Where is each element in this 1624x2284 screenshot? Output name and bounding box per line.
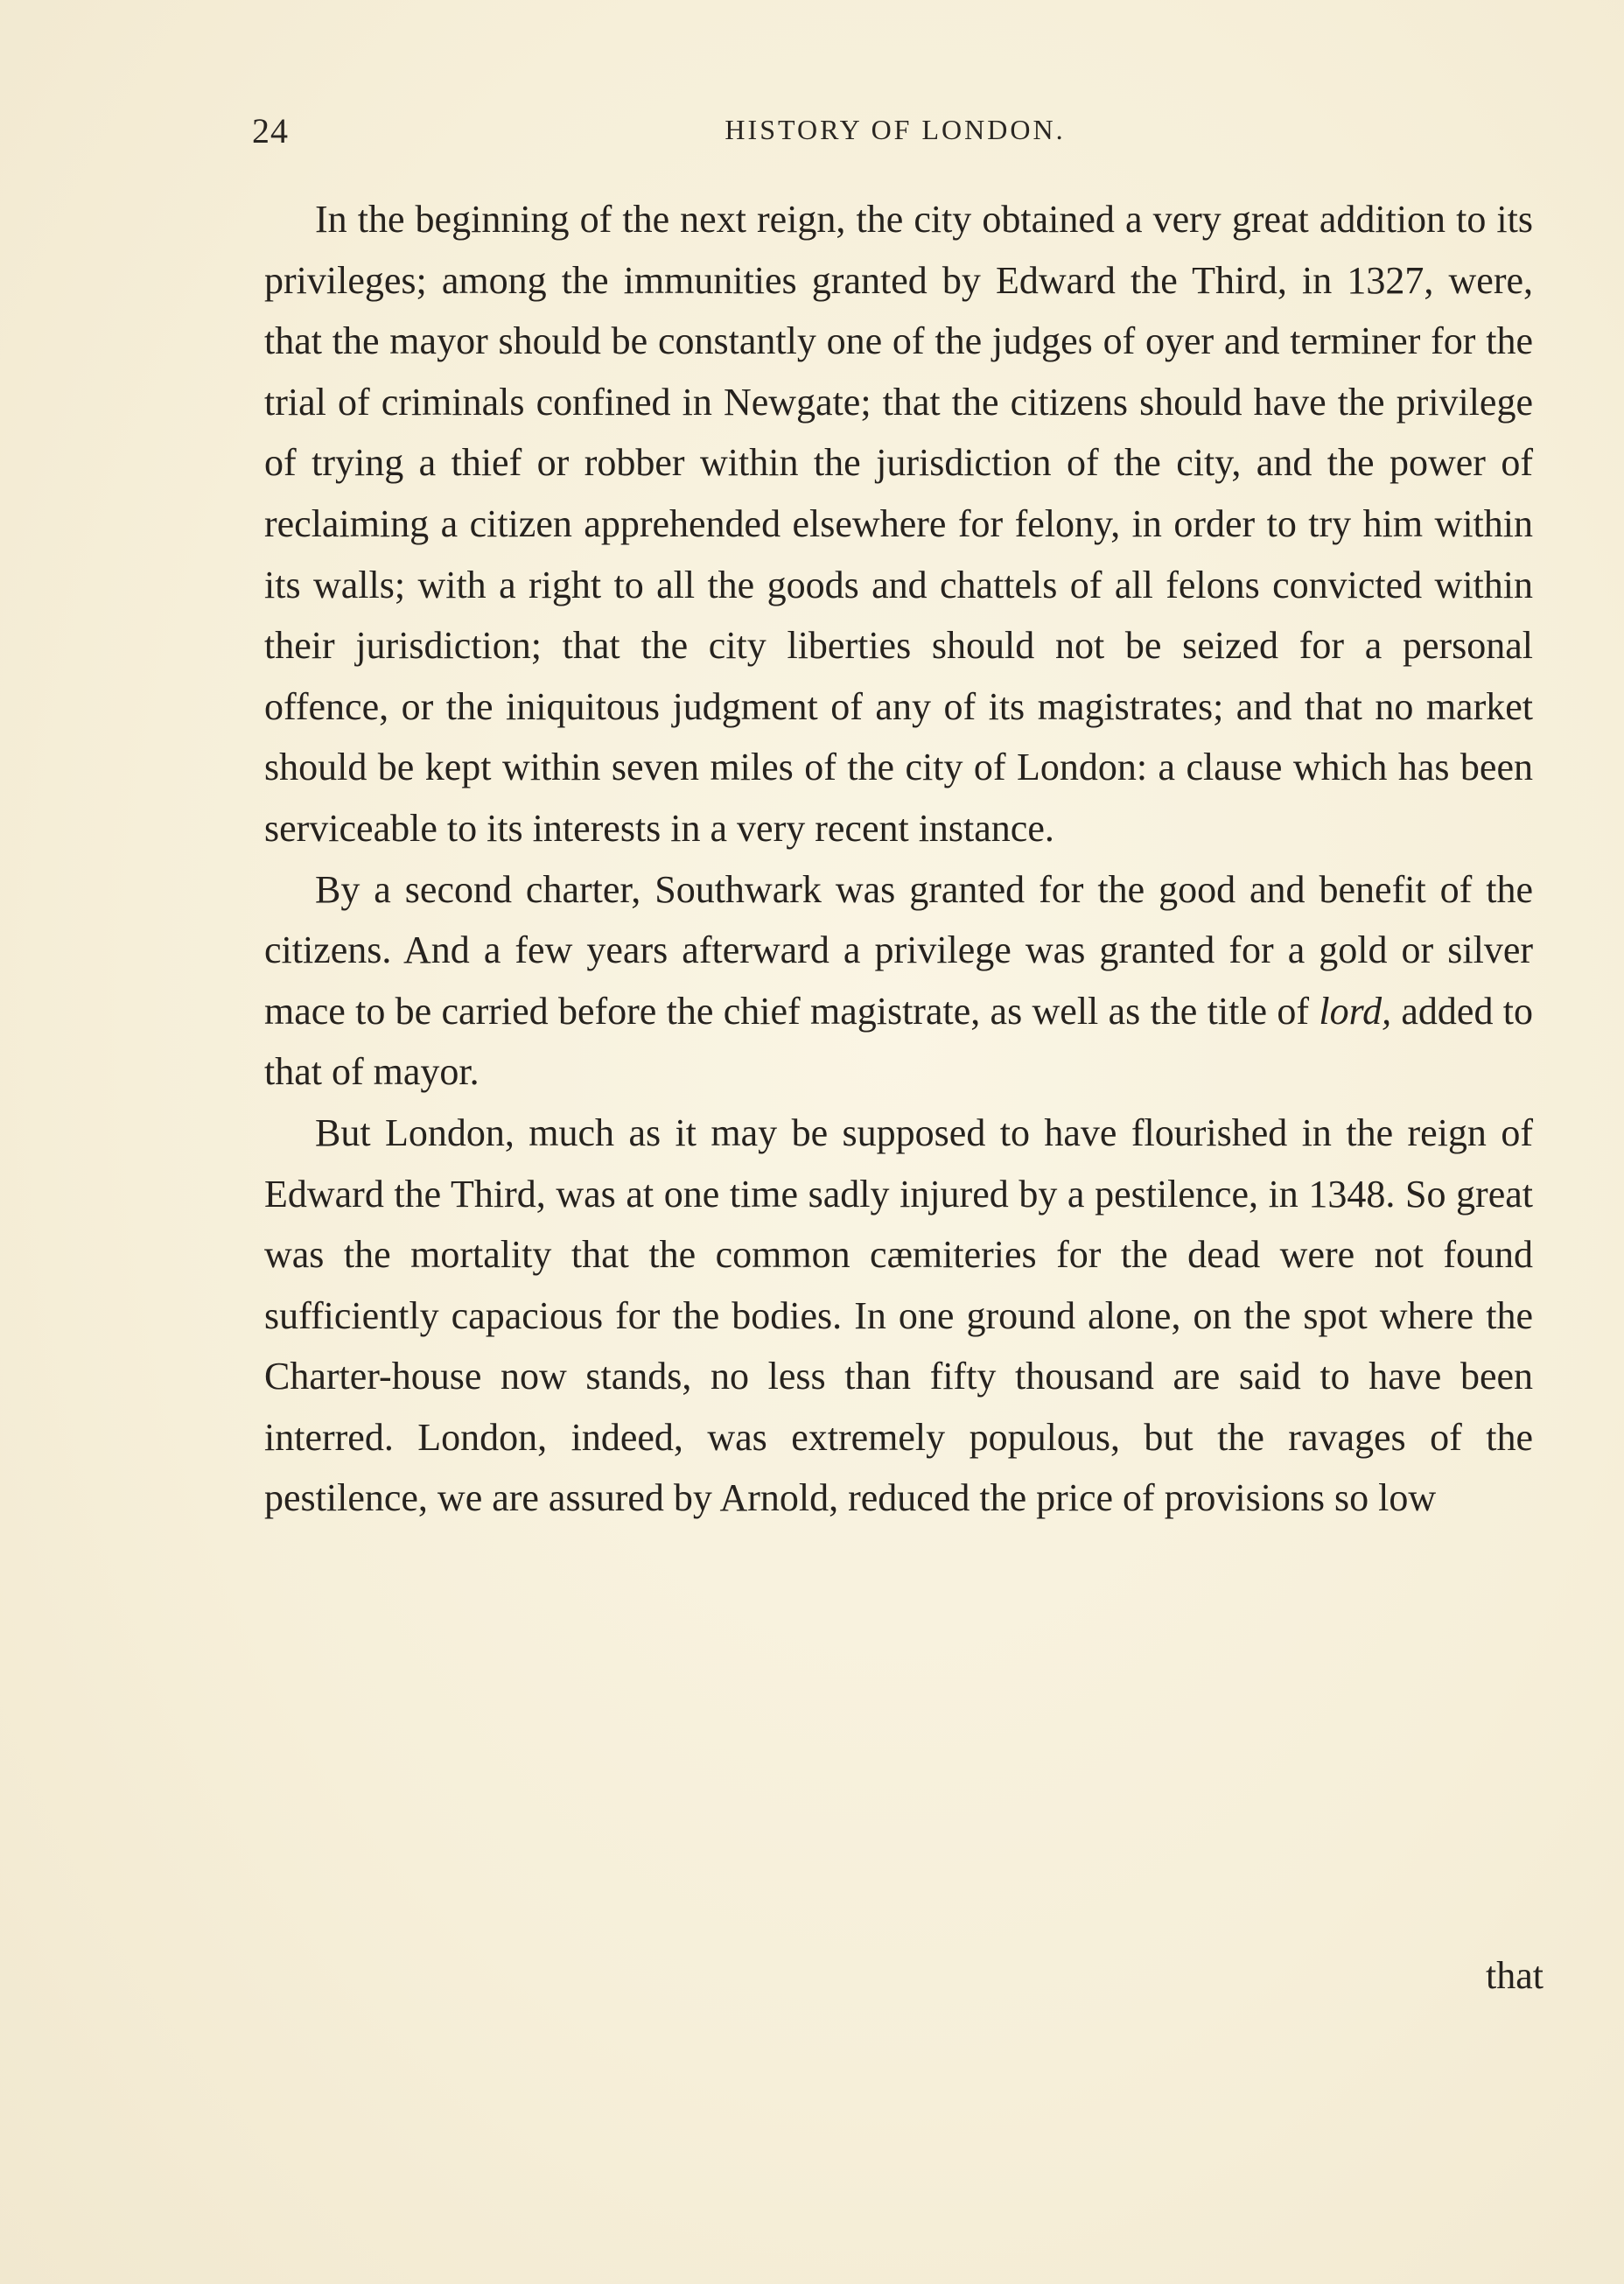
italic-word-lord: lord, — [1319, 989, 1392, 1033]
paragraph-2-text-a: By a second charter, Southwark was granted for the good and benefit of the citizens. And a few years afterward a privilege was granted for a gold or silver mace to be carried before the chief magistrate, as well as the title of — [264, 867, 1533, 1033]
paragraph-3: But London, much as it may be supposed to have flourished in the reign of Edward the Third, was at one time sadly injured by a pestilence, in 1348. So great was the mortality that the common cæmiteries for the dead were not found sufficiently capacious for the bodies. In one ground alone, on the spot where the Charter-house now stands, no less than fifty thousand are said to have been interred. London, indeed, was extremely populous, but the ravages of the pestilence, we are assured by Arnold, reduced the price of provisions so low — [264, 1110, 1533, 1520]
page-number: 24 — [252, 111, 289, 151]
paragraph-1: In the beginning of the next reign, the city obtained a very great addition to its privileges; among the immunities granted by Edward the Third, in 1327, were, that the mayor should be constantly one of the judges of oyer and terminer for the trial of criminals confined in Newgate; that the citizens should have the privilege of trying a thief or robber within the jurisdiction of the city, and the power of reclaiming a citizen apprehended elsewhere for felony, in order to try him within its walls; with a right to all the goods and chattels of all felons convicted within their jurisdiction; that the city liberties should not be seized for a personal offence, or the iniquitous judgment of any of its magistrates; and that no market should be kept within seven miles of the city of London: a clause which has been serviceable to its interests in a very recent instance. — [264, 198, 1533, 850]
body-text — [264, 189, 1533, 1529]
paragraph-2 — [264, 859, 1533, 1103]
running-title: HISTORY OF LONDON. — [724, 114, 1066, 145]
catchword: that — [1486, 1954, 1544, 1997]
running-head — [252, 110, 1538, 156]
paragraph-2-text-b: added to that of mayor. — [264, 989, 1533, 1094]
